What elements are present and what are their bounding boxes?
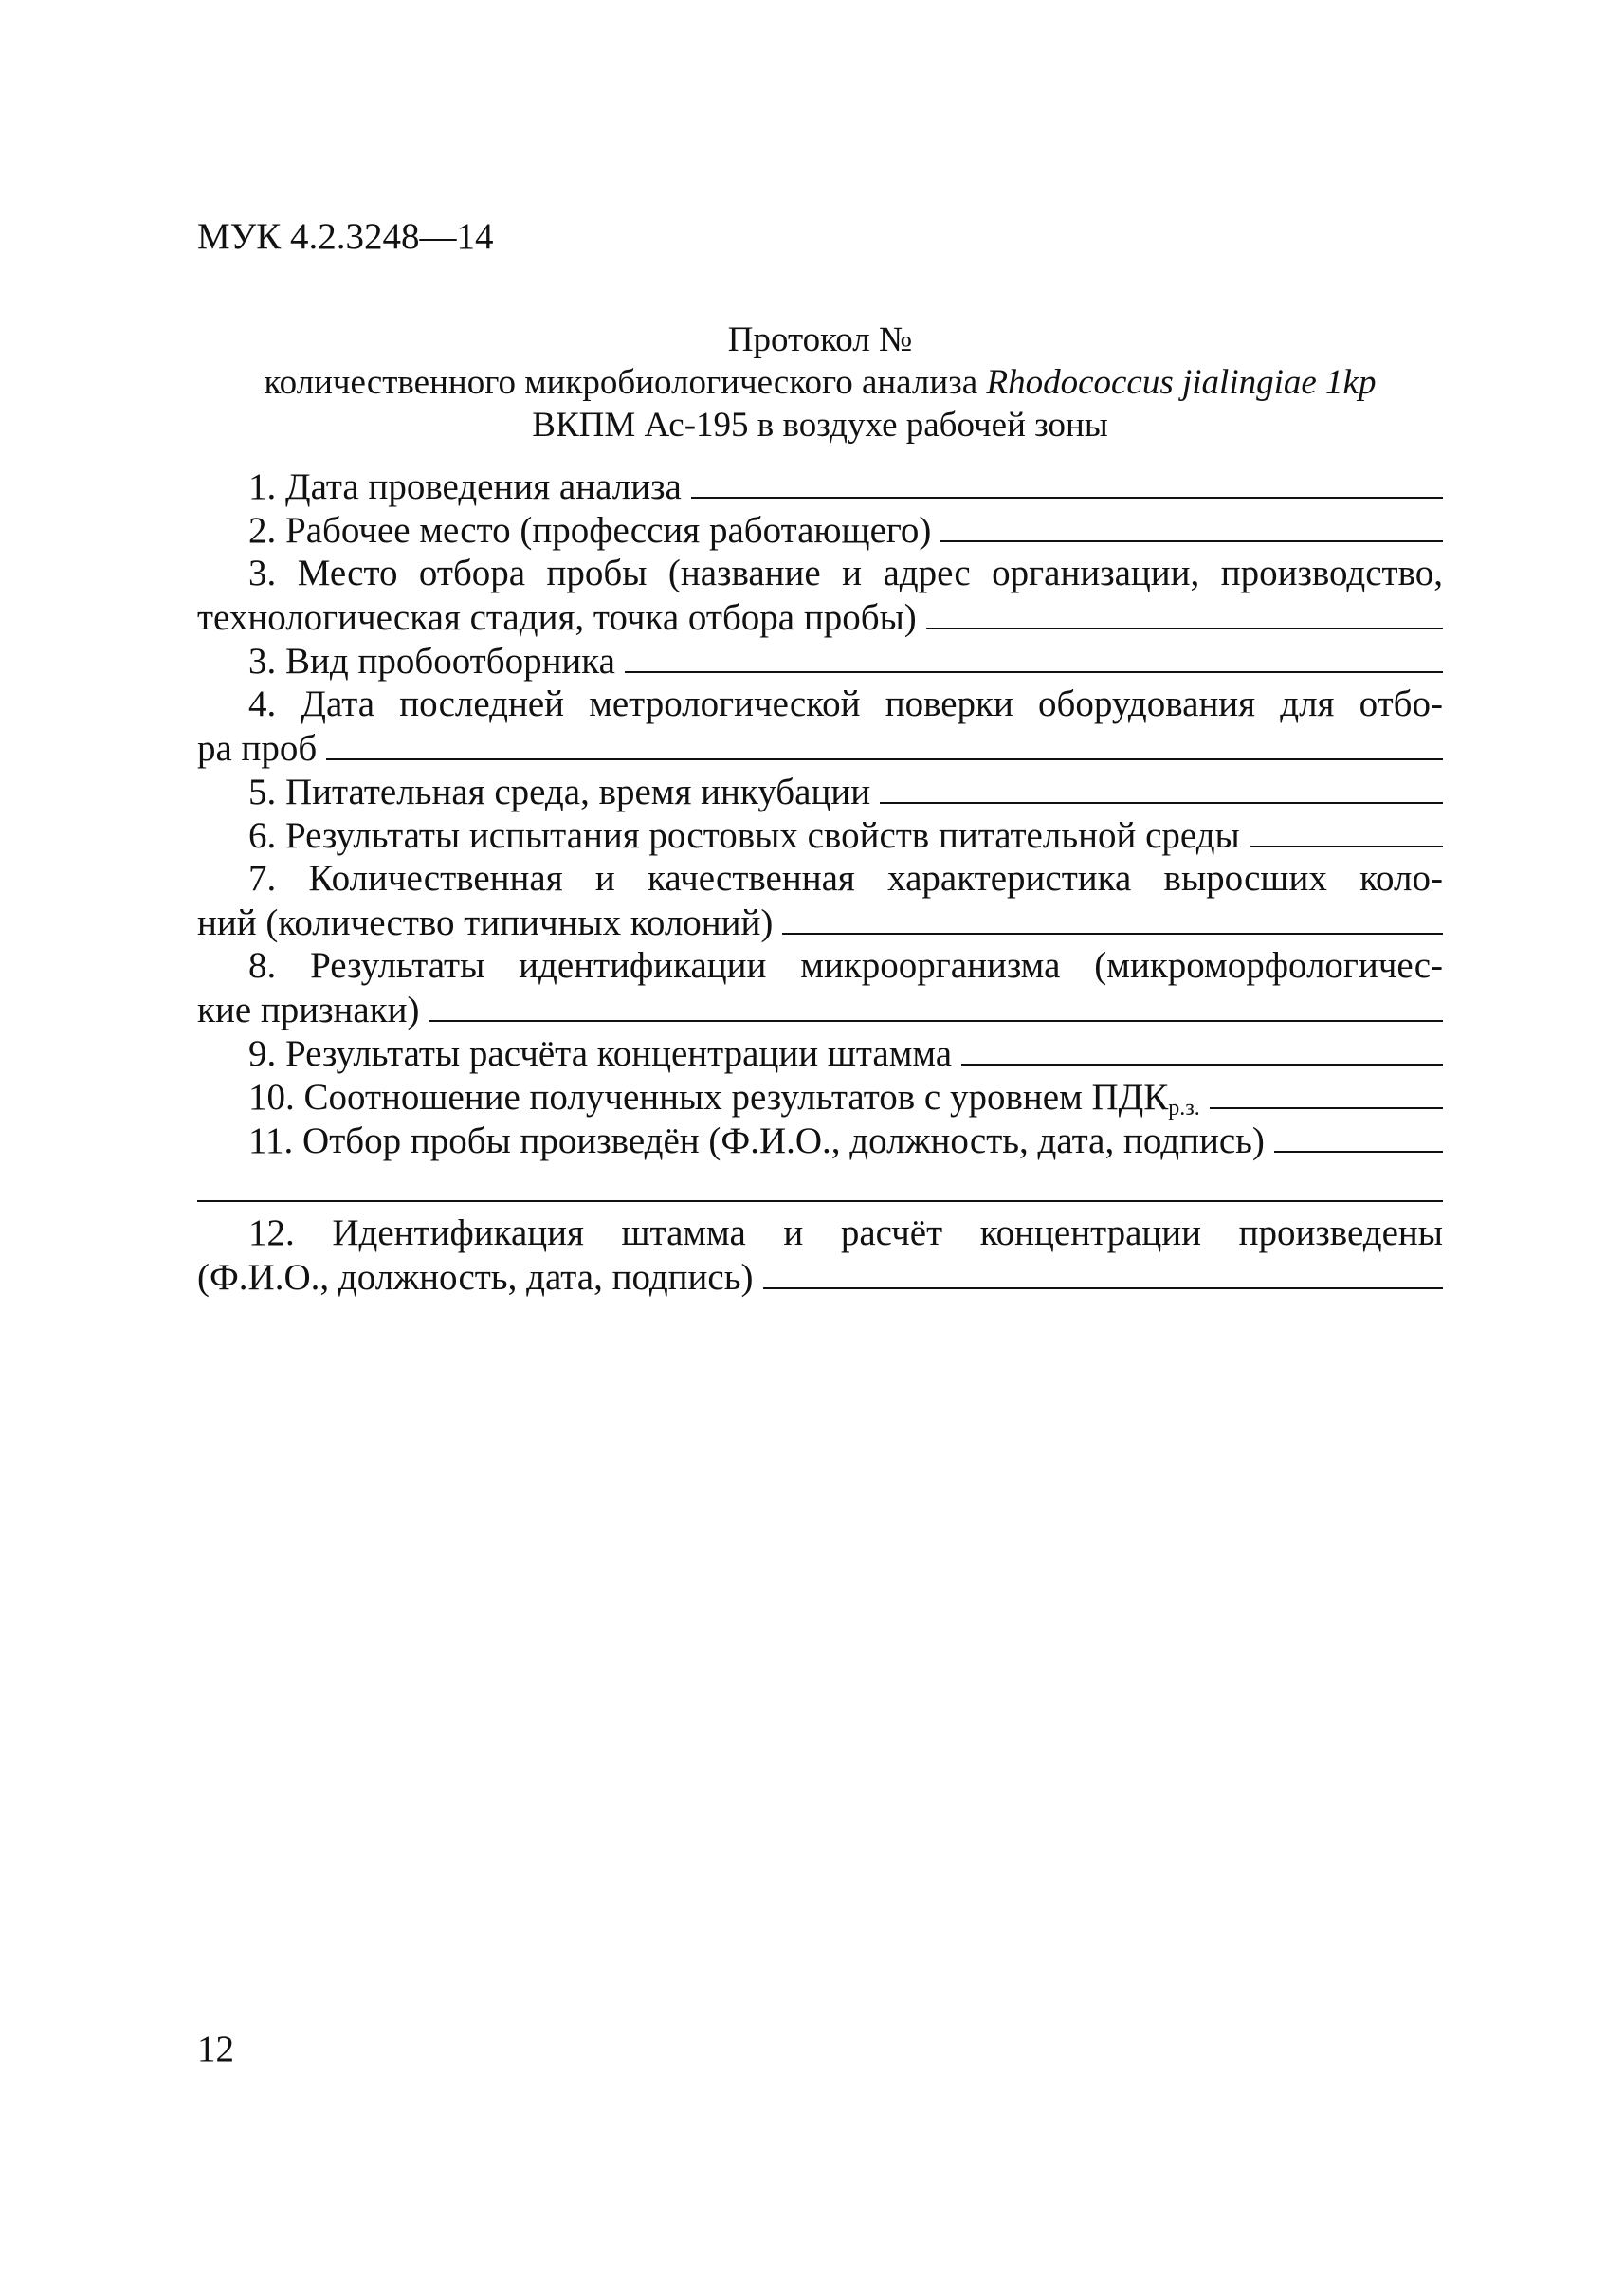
- blank-line[interactable]: [926, 595, 1443, 629]
- field-sampling-signature: [197, 1119, 1443, 1162]
- blank-line[interactable]: [197, 1168, 1443, 1202]
- field-label: 4. Дата последней метрологической поверки оборудования для отбо-: [248, 683, 1443, 724]
- blank-line[interactable]: [782, 901, 1443, 935]
- field-analysis-date: [197, 465, 1443, 508]
- field-label: 9. Результаты расчёта концентрации штамма: [248, 1033, 953, 1074]
- field-label: (Ф.И.О., должность, дата, подпись): [197, 1257, 754, 1298]
- field-label: 7. Количественная и качественная характеристика выросших коло-: [248, 858, 1443, 899]
- strain-name: Rhodococcus jialingiae 1kp: [986, 363, 1377, 402]
- field-label: ра проб: [197, 728, 318, 769]
- field-nutrient-medium: [197, 770, 1443, 813]
- blank-line[interactable]: [880, 770, 1443, 804]
- field-colony-characteristics: [197, 857, 1443, 901]
- field-concentration: [197, 1031, 1443, 1075]
- title-line-3: ВКПМ Ас-195 в воздухе рабочей зоны: [532, 406, 1108, 445]
- field-label: 2. Рабочее место (профессия работающего): [248, 510, 932, 551]
- document-code: МУК 4.2.3248—14: [197, 216, 494, 257]
- field-identification: [197, 944, 1443, 988]
- field-sampler-type: [197, 639, 1443, 683]
- field-identification-signature-cont: [197, 1255, 1443, 1299]
- blank-line[interactable]: [691, 465, 1443, 499]
- title-line-2-text: количественного микробиологического анализа: [264, 363, 987, 402]
- pdk-subscript: р.з.: [1168, 1096, 1200, 1121]
- protocol-title: [197, 319, 1443, 446]
- field-label: 3. Место отбора пробы (название и адрес организации, производство,: [248, 553, 1443, 593]
- blank-line[interactable]: [429, 988, 1443, 1022]
- field-label: 3. Вид пробоотборника: [248, 641, 615, 682]
- field-identification-cont: [197, 988, 1443, 1031]
- protocol-form: [197, 465, 1443, 1299]
- field-pdk-ratio: [197, 1075, 1443, 1119]
- blank-line[interactable]: [1210, 1075, 1443, 1109]
- field-workplace: [197, 508, 1443, 552]
- field-label-main: 10. Соотношение полученных результатов с уровнем ПДК: [248, 1077, 1169, 1118]
- title-line-1: Протокол №: [727, 320, 913, 359]
- blank-line[interactable]: [1250, 813, 1443, 847]
- field-calibration-date: [197, 683, 1443, 726]
- field-label: технологическая стадия, точка отбора пробы): [197, 597, 917, 638]
- field-label: 5. Питательная среда, время инкубации: [248, 772, 871, 812]
- field-sampling-place: [197, 552, 1443, 595]
- field-label: ний (количество типичных колоний): [197, 902, 774, 943]
- field-sampling-place-cont: [197, 595, 1443, 639]
- field-sampling-signature-cont: [197, 1168, 1443, 1212]
- field-calibration-date-cont: [197, 726, 1443, 770]
- field-label: 11. Отбор пробы произведён (Ф.И.О., должность, дата, подпись): [248, 1121, 1265, 1161]
- field-label: 6. Результаты испытания ростовых свойств питательной среды: [248, 815, 1240, 856]
- blank-line[interactable]: [763, 1255, 1444, 1289]
- field-label: кие признаки): [197, 990, 420, 1030]
- title-line-2: [197, 361, 1443, 404]
- field-identification-signature: [197, 1212, 1443, 1255]
- blank-line[interactable]: [1274, 1119, 1443, 1153]
- blank-line[interactable]: [961, 1031, 1443, 1066]
- field-label: 8. Результаты идентификации микроорганизма (микроморфологичес-: [248, 945, 1443, 986]
- blank-line[interactable]: [625, 639, 1443, 673]
- blank-line[interactable]: [326, 726, 1443, 760]
- field-colony-characteristics-cont: [197, 901, 1443, 944]
- field-growth-test: [197, 813, 1443, 857]
- page-number: 12: [197, 2029, 234, 2069]
- blank-line[interactable]: [940, 508, 1443, 542]
- field-label: 12. Идентификация штамма и расчёт концентрации произведены: [248, 1212, 1443, 1253]
- field-label: 1. Дата проведения анализа: [248, 466, 682, 507]
